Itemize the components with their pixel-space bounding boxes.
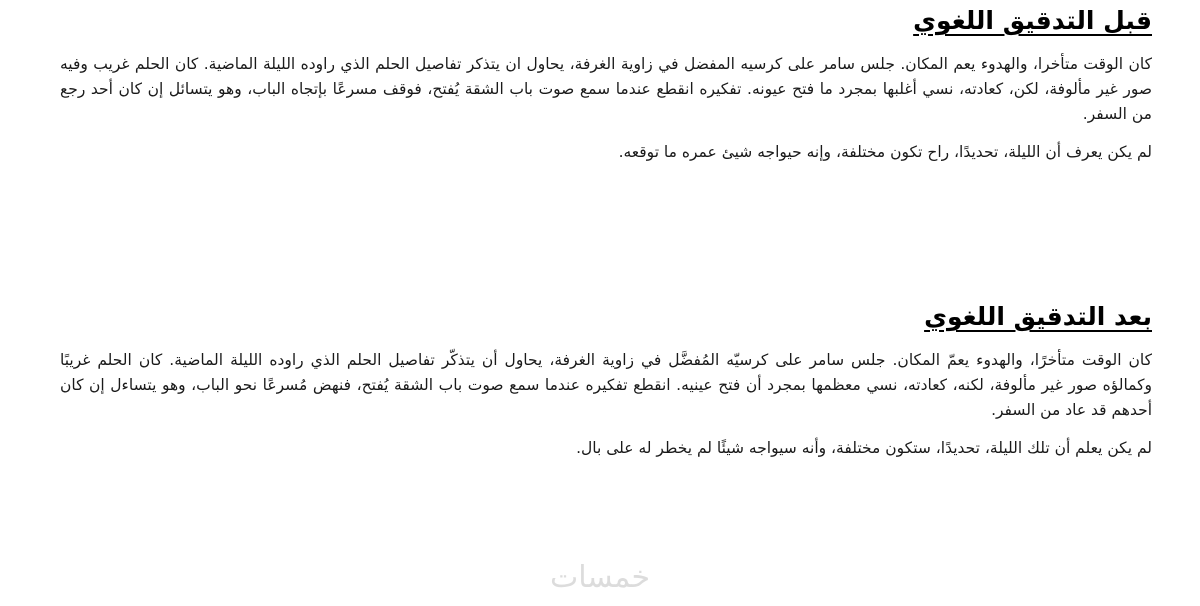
after-proofreading-section xyxy=(60,300,1152,474)
before-heading: قبل التدقيق اللغوي xyxy=(913,6,1152,35)
khamsat-watermark: خمسات xyxy=(549,560,651,595)
after-paragraph-2: لم يكن يعلم أن تلك الليلة، تحديدًا، ستكون مختلفة، وأنه سيواجه شيئًا لم يخطر له على بال. xyxy=(576,439,1152,457)
document-page xyxy=(60,0,1152,606)
before-paragraph-1: كان الوقت متأخرا، والهدوء يعم المكان. جلس سامر على كرسيه المفضل في زاوية الغرفة، يحاول ان يتذكر تفاصيل الحلم الذي راوده الليلة الماضية. كان الحلم غريب وفيه صور غير مألوفة، لكن، كعادته، نسي أغلبها بمجرد ما فتح عيونه. تفكيره انقطع عندما سمع صوت باب الشقة يُفتح، فوقف مسرعًا بإتجاه الباب، وهو يتسائل إن كان أحد رجع من السفر. xyxy=(60,55,1152,123)
after-paragraph-1: كان الوقت متأخرًا، والهدوء يعمّ المكان. جلس سامر على كرسيّه المُفضَّل في زاوية الغرفة، يحاول أن يتذكّر تفاصيل الحلم الذي راوده الليلة الماضية. كان الحلم غريبًا وكمالؤه صور غير مألوفة، لكنه، كعادته، نسي معظمها بمجرد أن فتح عينيه. انقطع تفكيره عندما سمع صوت باب الشقة يُفتح، فنهض مُسرعًا نحو الباب، وهو يتساءل إن كان أحدهم قد عاد من السفر. xyxy=(60,351,1152,419)
after-heading: بعد التدقيق اللغوي xyxy=(924,302,1152,331)
before-proofreading-section xyxy=(60,4,1152,178)
before-paragraph-2: لم يكن يعرف أن الليلة، تحديدًا، راح تكون مختلفة، وإنه حيواجه شيئ عمره ما توقعه. xyxy=(618,143,1152,161)
